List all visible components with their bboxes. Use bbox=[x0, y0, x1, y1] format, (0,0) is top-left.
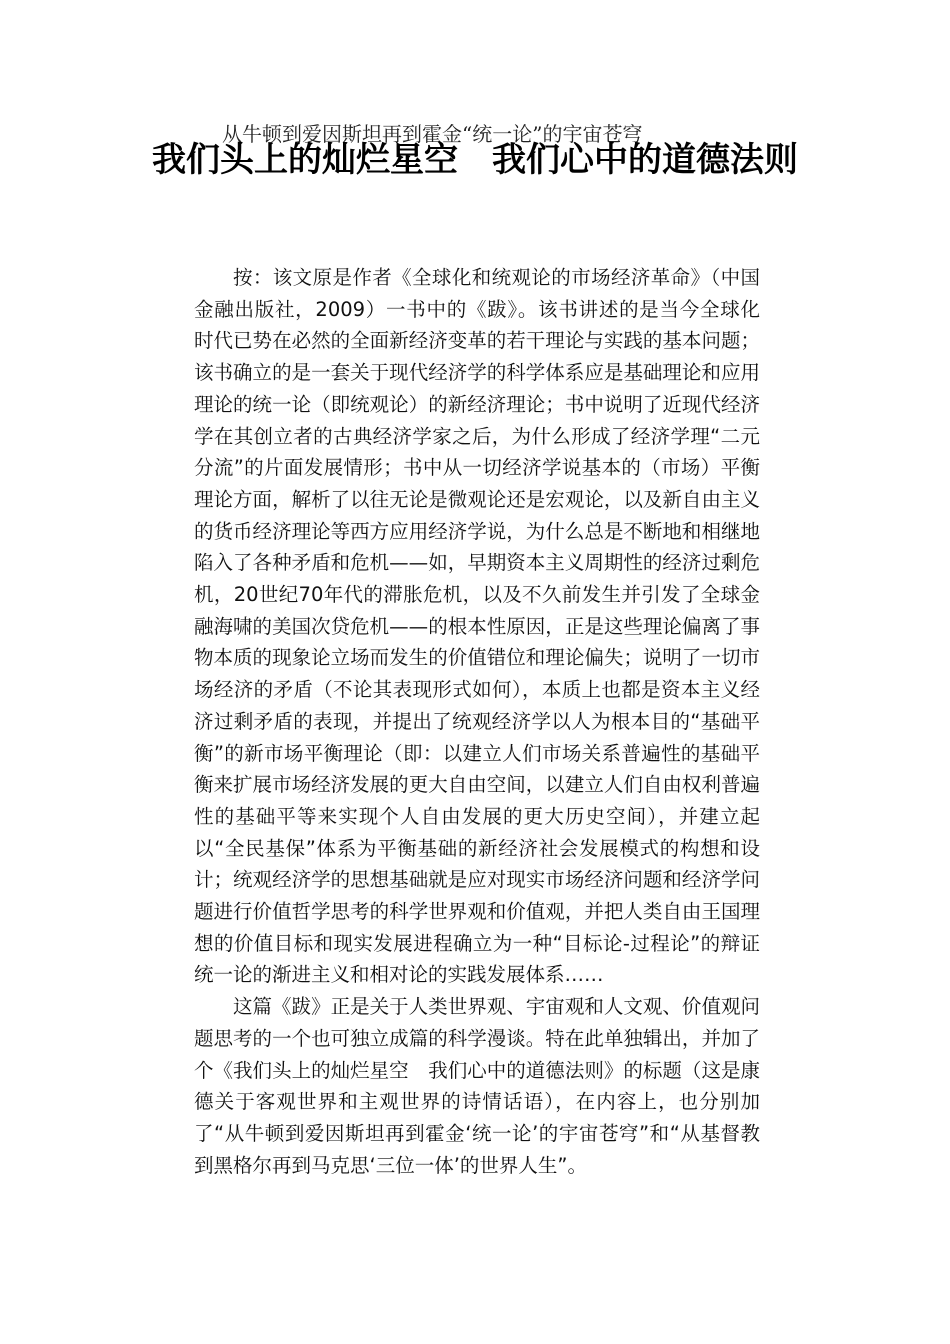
body-paragraph-note: 这篇《跋》正是关于人类世界观、宇宙观和人文观、价值观问题思考的一个也可独立成篇的科学漫谈。特在此单独辑出，并加了个《我们头上的灿烂星空 我们心中的道德法则》的标题（这是康德关于客观世界和主观世界的诗情话语），在内容上，也分别加了“从牛顿到爱因斯坦再到霍金‘统一论’的宇宙苍穹”和“从基督教到黑格尔再到马克思‘三位一体’的世界人生”。 bbox=[194, 995, 760, 1177]
document-subtitle: 从牛顿到爱因斯坦再到霍金“统一论”的宇宙苍穹 bbox=[222, 122, 643, 146]
body-paragraph-preface: 按：该文原是作者《全球化和统观论的市场经济革命》（中国金融出版社，2009）一书中的《跋》。该书讲述的是当今全球化时代已势在必然的全面新经济变革的若干理论与实践的基本问题；该书确立的是一套关于现代经济学的科学体系应是基础理论和应用理论的统一论（即统观论）的新经济理论；书中说明了近现代经济学在其创立者的古典经济学家之后，为什么形成了经济学理“二元分流”的片面发展情形；书中从一切经济学说基本的（市场）平衡理论方面，解析了以往无论是微观论还是宏观论，以及新自由主义的货币经济理论等西方应用经济学说，为什么总是不断地和相继地陷入了各种矛盾和危机——如，早期资本主义周期性的经济过剩危机，20世纪70年代的滞胀危机，以及不久前发生并引发了全球金融海啸的美国次贷危机——的根本性原因，正是这些理论偏离了事物本质的现象论立场而发生的价值错位和理论偏失；说明了一切市场经济的矛盾（不论其表现形式如何），本质上也都是资本主义经济过剩矛盾的表现，并提出了统观经济学以人为根本目的“基础平衡”的新市场平衡理论（即：以建立人们市场关系普遍性的基础平衡来扩展市场经济发展的更大自由空间，以建立人们自由权利普遍性的基础平等来实现个人自由发展的更大历史空间），并建立起以“全民基保”体系为平衡基础的新经济社会发展模式的构想和设计；统观经济学的思想基础就是应对现实市场经济问题和经济学问题进行价值哲学思考的科学世界观和价值观，并把人类自由王国理想的价值目标和现实发展进程确立为一种“目标论-过程论”的辩证统一论的渐进主义和相对论的实践发展体系…… bbox=[194, 266, 760, 987]
document-body bbox=[194, 262, 760, 1181]
document-title: 我们头上的灿烂星空 我们心中的道德法则 bbox=[152, 140, 798, 180]
